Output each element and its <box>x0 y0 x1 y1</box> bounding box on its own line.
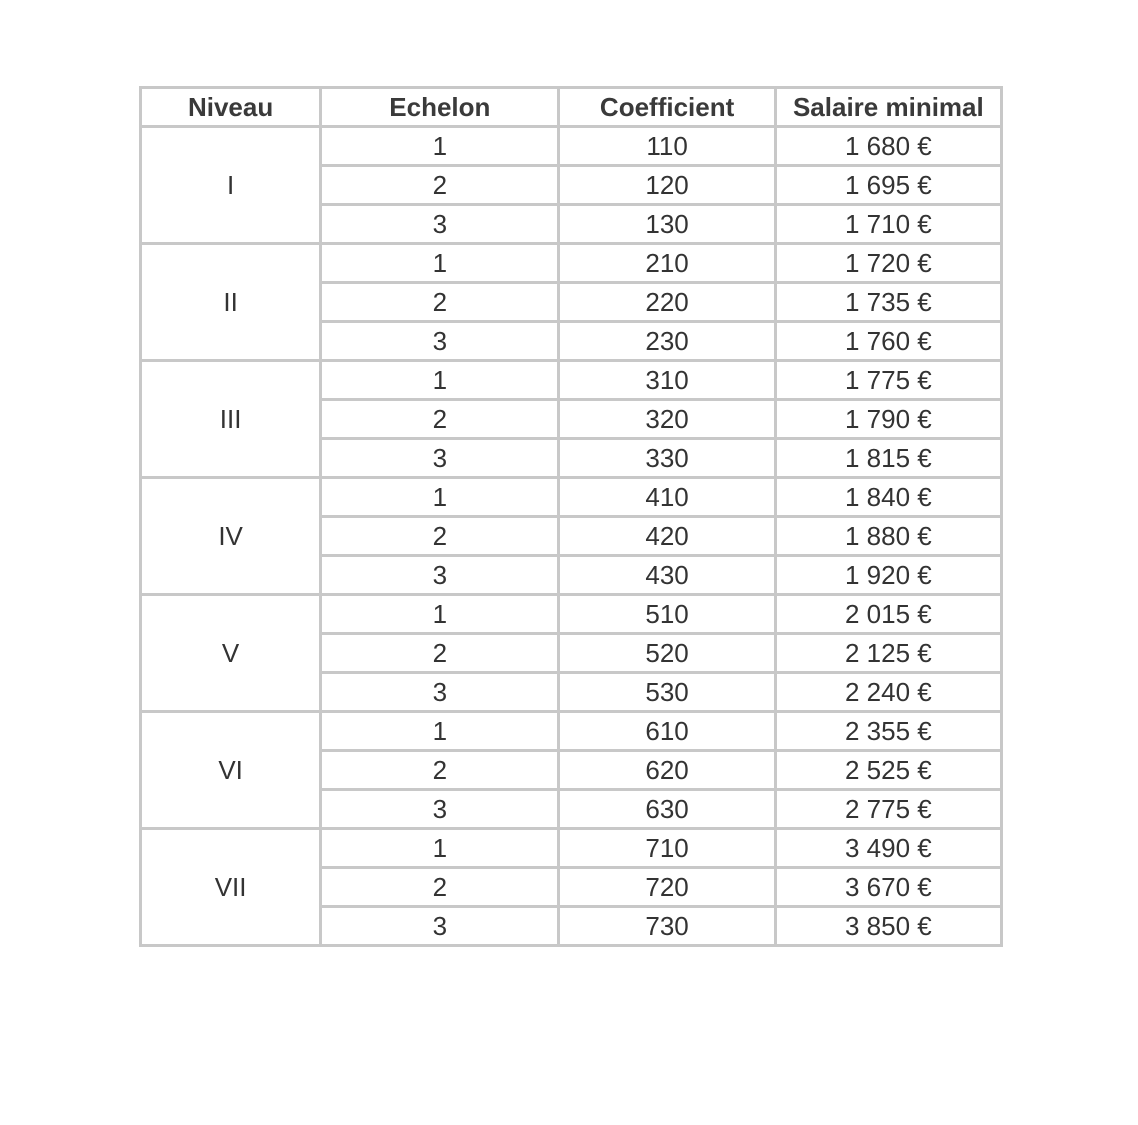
coefficient-cell: 510 <box>559 595 775 634</box>
echelon-cell: 1 <box>321 244 559 283</box>
coefficient-cell: 410 <box>559 478 775 517</box>
table-row <box>141 712 1002 751</box>
table-row <box>141 478 1002 517</box>
salaire-cell: 2 015 € <box>775 595 1001 634</box>
salaire-cell: 1 815 € <box>775 439 1001 478</box>
coefficient-cell: 730 <box>559 907 775 946</box>
header-echelon: Echelon <box>321 88 559 127</box>
salaire-cell: 1 790 € <box>775 400 1001 439</box>
salaire-cell: 2 355 € <box>775 712 1001 751</box>
salaire-cell: 1 760 € <box>775 322 1001 361</box>
echelon-cell: 3 <box>321 907 559 946</box>
echelon-cell: 2 <box>321 517 559 556</box>
echelon-cell: 3 <box>321 205 559 244</box>
salaire-cell: 3 850 € <box>775 907 1001 946</box>
salaire-cell: 2 525 € <box>775 751 1001 790</box>
coefficient-cell: 220 <box>559 283 775 322</box>
coefficient-cell: 110 <box>559 127 775 166</box>
echelon-cell: 3 <box>321 673 559 712</box>
coefficient-cell: 210 <box>559 244 775 283</box>
salaire-cell: 1 775 € <box>775 361 1001 400</box>
echelon-cell: 2 <box>321 166 559 205</box>
echelon-cell: 2 <box>321 283 559 322</box>
echelon-cell: 1 <box>321 829 559 868</box>
niveau-cell: VI <box>141 712 321 829</box>
table-row <box>141 127 1002 166</box>
coefficient-cell: 710 <box>559 829 775 868</box>
echelon-cell: 3 <box>321 790 559 829</box>
coefficient-cell: 320 <box>559 400 775 439</box>
salaire-cell: 1 720 € <box>775 244 1001 283</box>
salaire-cell: 3 670 € <box>775 868 1001 907</box>
echelon-cell: 2 <box>321 751 559 790</box>
coefficient-cell: 610 <box>559 712 775 751</box>
table-row <box>141 244 1002 283</box>
coefficient-cell: 310 <box>559 361 775 400</box>
coefficient-cell: 130 <box>559 205 775 244</box>
header-salaire-minimal: Salaire minimal <box>775 88 1001 127</box>
salaire-cell: 1 680 € <box>775 127 1001 166</box>
coefficient-cell: 230 <box>559 322 775 361</box>
header-row <box>141 88 1002 127</box>
salaire-cell: 1 695 € <box>775 166 1001 205</box>
salaire-cell: 1 735 € <box>775 283 1001 322</box>
niveau-cell: V <box>141 595 321 712</box>
coefficient-cell: 630 <box>559 790 775 829</box>
niveau-cell: I <box>141 127 321 244</box>
coefficient-cell: 420 <box>559 517 775 556</box>
salaire-cell: 2 240 € <box>775 673 1001 712</box>
niveau-cell: VII <box>141 829 321 946</box>
coefficient-cell: 520 <box>559 634 775 673</box>
coefficient-cell: 620 <box>559 751 775 790</box>
echelon-cell: 2 <box>321 634 559 673</box>
echelon-cell: 3 <box>321 322 559 361</box>
salaire-cell: 1 840 € <box>775 478 1001 517</box>
salaire-cell: 2 125 € <box>775 634 1001 673</box>
table-row <box>141 829 1002 868</box>
coefficient-cell: 720 <box>559 868 775 907</box>
salaire-cell: 3 490 € <box>775 829 1001 868</box>
echelon-cell: 3 <box>321 439 559 478</box>
table-header <box>141 88 1002 127</box>
salaire-cell: 2 775 € <box>775 790 1001 829</box>
echelon-cell: 1 <box>321 361 559 400</box>
niveau-cell: III <box>141 361 321 478</box>
niveau-cell: II <box>141 244 321 361</box>
salary-grid-table <box>139 86 1003 947</box>
header-niveau: Niveau <box>141 88 321 127</box>
echelon-cell: 1 <box>321 478 559 517</box>
coefficient-cell: 430 <box>559 556 775 595</box>
coefficient-cell: 530 <box>559 673 775 712</box>
echelon-cell: 1 <box>321 595 559 634</box>
salaire-cell: 1 880 € <box>775 517 1001 556</box>
table-row <box>141 361 1002 400</box>
table-row <box>141 595 1002 634</box>
echelon-cell: 2 <box>321 868 559 907</box>
salaire-cell: 1 920 € <box>775 556 1001 595</box>
coefficient-cell: 330 <box>559 439 775 478</box>
header-coefficient: Coefficient <box>559 88 775 127</box>
coefficient-cell: 120 <box>559 166 775 205</box>
echelon-cell: 1 <box>321 712 559 751</box>
niveau-cell: IV <box>141 478 321 595</box>
echelon-cell: 1 <box>321 127 559 166</box>
echelon-cell: 2 <box>321 400 559 439</box>
salaire-cell: 1 710 € <box>775 205 1001 244</box>
echelon-cell: 3 <box>321 556 559 595</box>
table-body <box>141 127 1002 946</box>
